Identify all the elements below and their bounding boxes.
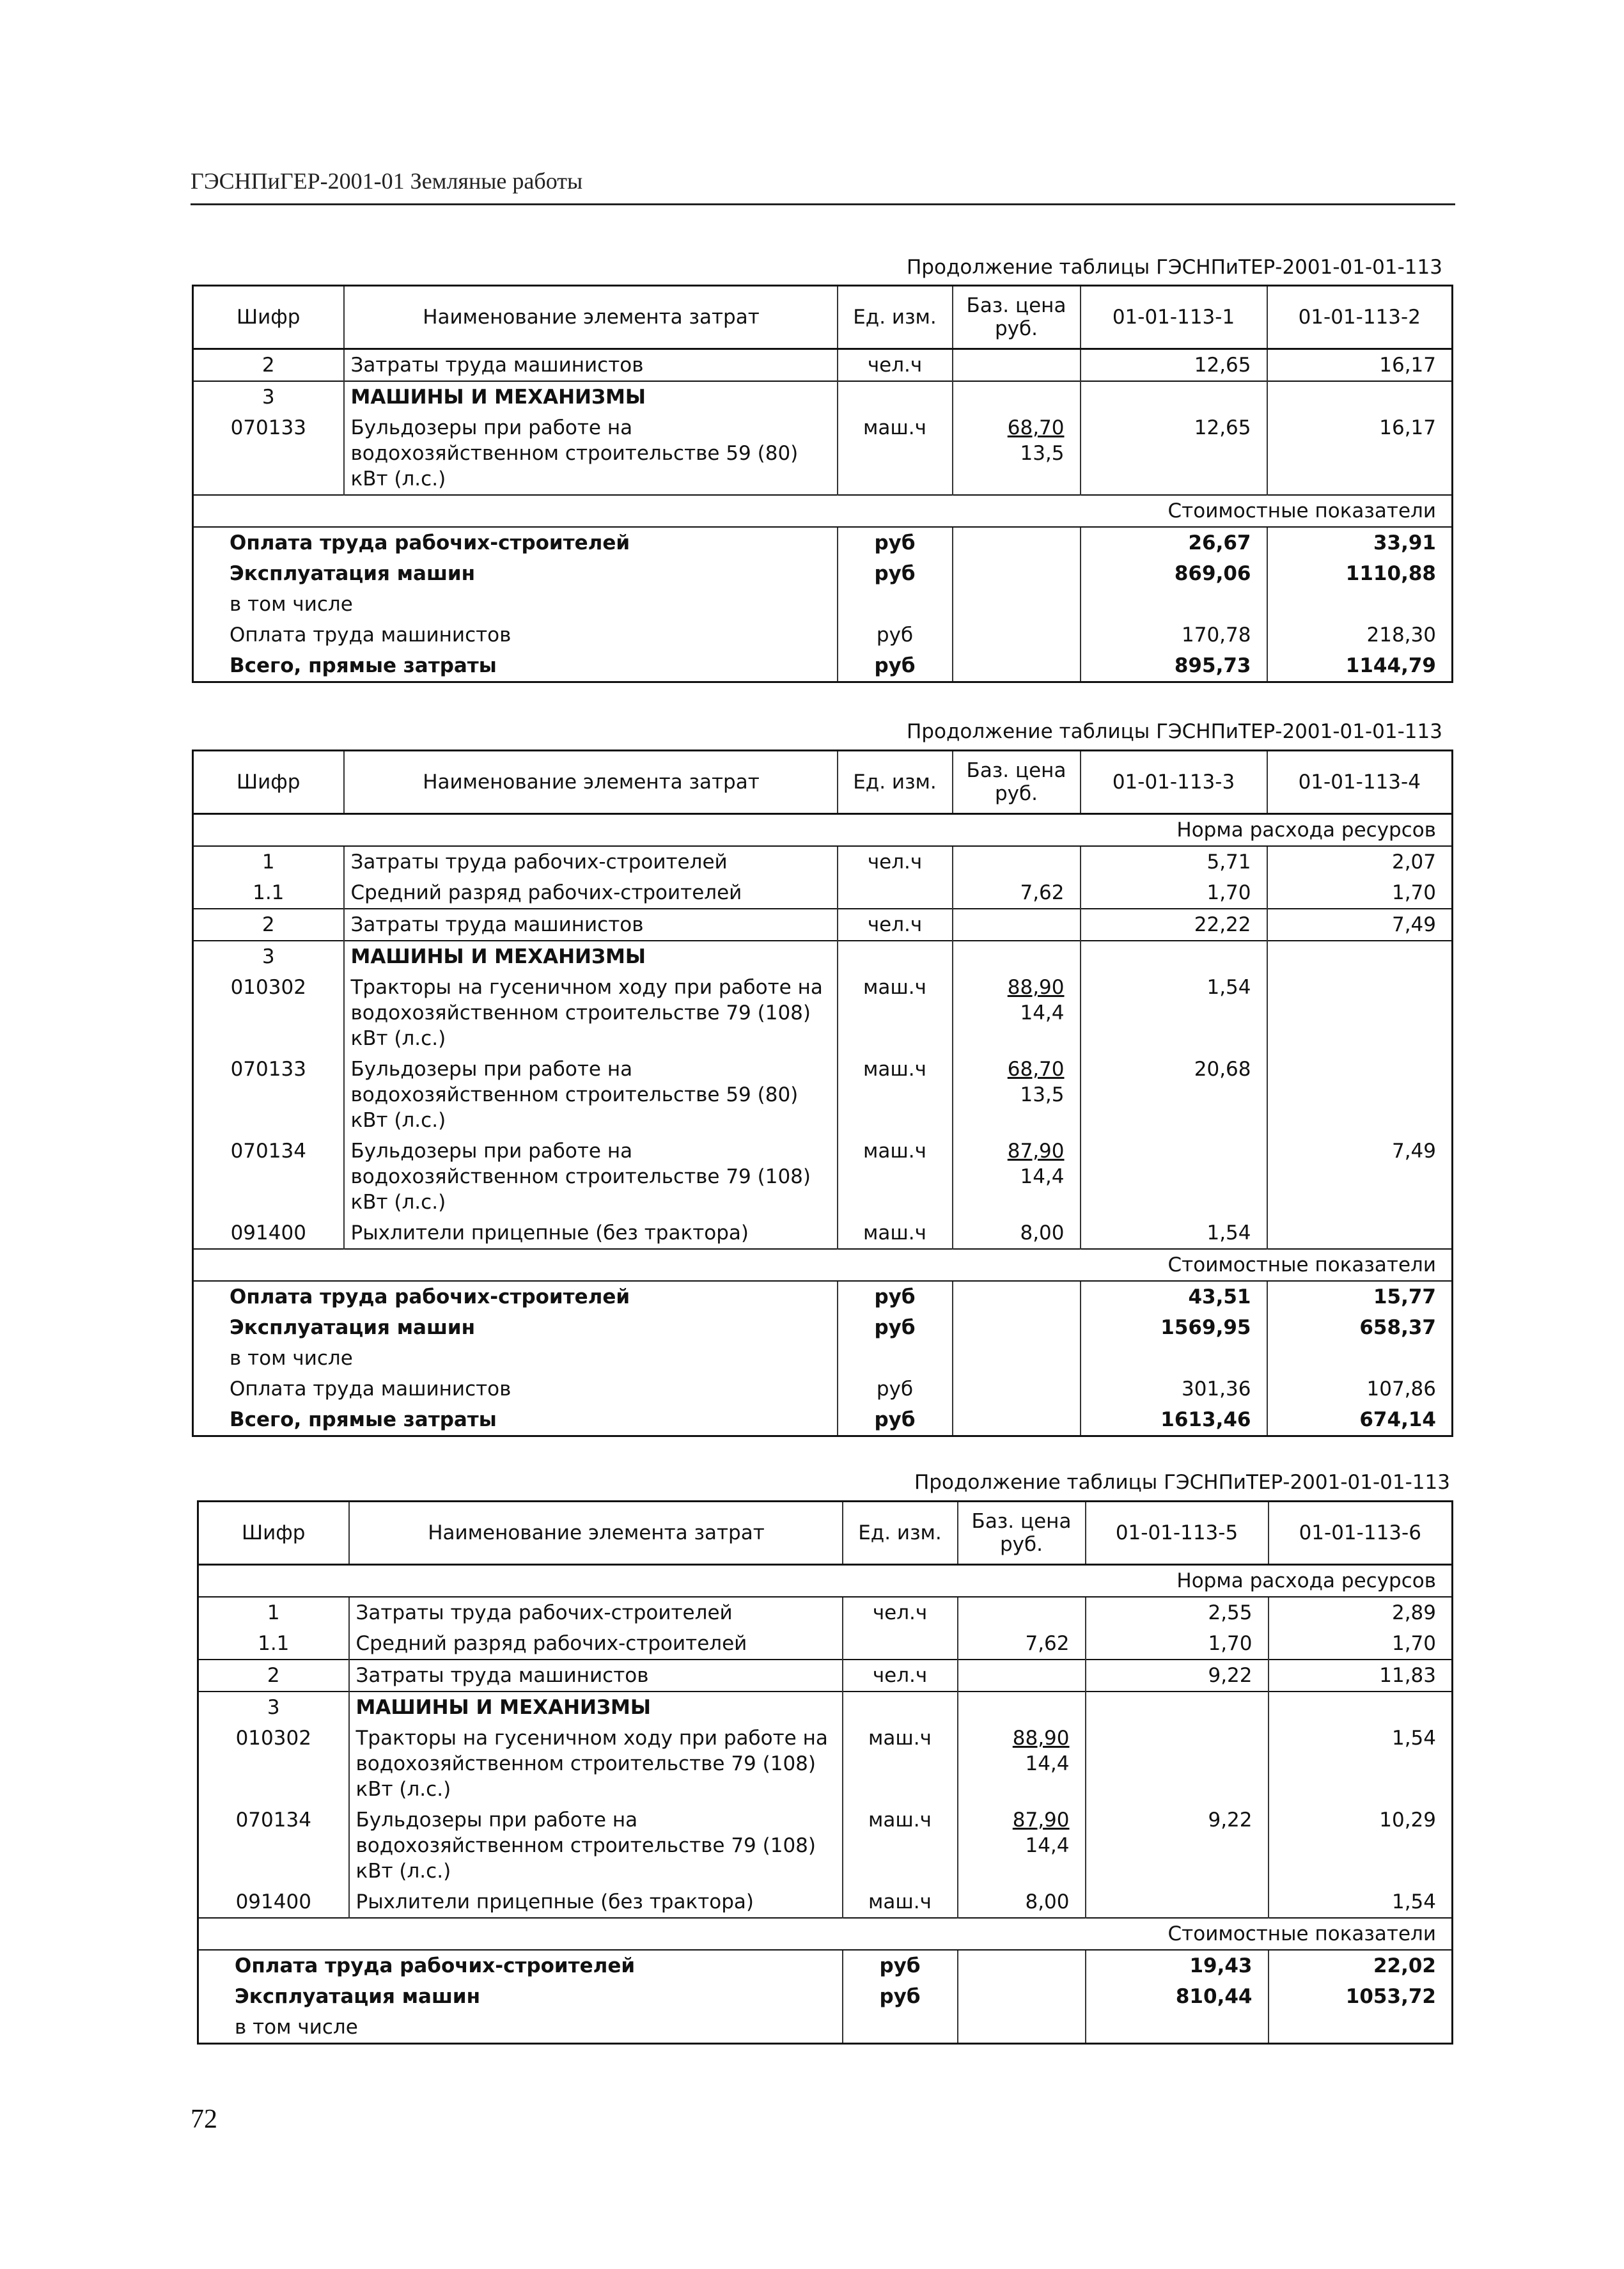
table-row — [193, 972, 1453, 1054]
row-value-a — [1081, 381, 1267, 412]
row-price — [953, 909, 1081, 941]
cost-header: Стоимостные показатели — [193, 495, 1453, 527]
price-sub-value: 14,4 — [1020, 1165, 1065, 1188]
row-value-a — [1086, 1887, 1269, 1918]
price-header-line2: руб. — [1000, 1533, 1043, 1556]
row-value-b: 1,70 — [1391, 1632, 1436, 1655]
row-name: Бульдозеры при работе на водохозяйственном строительстве 79 (108) кВт (л.с.) — [344, 1136, 838, 1218]
summary-value-b — [1269, 2012, 1453, 2044]
price-header-line2: руб. — [995, 782, 1038, 805]
summary-label: Эксплуатация машин — [230, 562, 476, 585]
row-value-b: 16,17 — [1379, 354, 1436, 377]
summary-price — [953, 1343, 1081, 1374]
summary-price — [953, 1404, 1081, 1436]
row-value-b — [1267, 1218, 1453, 1249]
summary-price — [953, 1281, 1081, 1312]
row-name: МАШИНЫ И МЕХАНИЗМЫ — [344, 381, 838, 412]
row-name: Бульдозеры при работе на водохозяйственном строительстве 59 (80) кВт (л.с.) — [344, 1054, 838, 1136]
row-unit: маш.ч — [838, 1136, 953, 1218]
table-row — [193, 877, 1453, 909]
summary-value-b: 674,14 — [1359, 1408, 1436, 1431]
summary-value-b: 658,37 — [1359, 1316, 1436, 1339]
row-unit: маш.ч — [838, 1054, 953, 1136]
row-value-b — [1267, 1054, 1453, 1136]
table-row — [193, 1136, 1453, 1218]
row-unit — [838, 877, 953, 909]
summary-row — [193, 1312, 1453, 1343]
summary-label: Эксплуатация машин — [230, 1316, 476, 1339]
norm-header: Норма расхода ресурсов — [193, 814, 1453, 847]
row-name: Бульдозеры при работе на водохозяйственном строительстве 59 (80) кВт (л.с.) — [344, 412, 838, 495]
row-value-b: 11,83 — [1269, 1660, 1453, 1692]
price-sub-value: 14,4 — [1025, 1752, 1070, 1775]
summary-label: Всего, прямые затраты — [230, 1408, 497, 1431]
row-name: Средний разряд рабочих-строителей — [349, 1628, 843, 1660]
row-unit: маш.ч — [838, 1218, 953, 1249]
summary-row — [193, 1374, 1453, 1404]
row-unit: маш.ч — [843, 1723, 958, 1805]
summary-price — [958, 1950, 1086, 1981]
summary-value-b: 22,02 — [1373, 1954, 1436, 1977]
row-value-b — [1267, 972, 1453, 1054]
row-price: 8,00 — [953, 1218, 1081, 1249]
row-code: 1.1 — [198, 1628, 349, 1660]
row-price — [958, 1660, 1086, 1692]
row-code: 070134 — [193, 1136, 344, 1218]
col-a-header: 01-01-113-3 — [1081, 751, 1267, 814]
summary-row — [193, 1404, 1453, 1436]
summary-value-a: 1613,46 — [1081, 1404, 1267, 1436]
table-row — [193, 941, 1453, 972]
table-row — [193, 412, 1453, 495]
header-rule — [191, 203, 1455, 205]
price-value: 87,90 — [1012, 1809, 1070, 1832]
table-row — [198, 1723, 1453, 1805]
table-row — [198, 1887, 1453, 1918]
summary-unit: руб — [843, 1950, 958, 1981]
summary-price — [953, 650, 1081, 682]
row-code: 1 — [198, 1597, 349, 1628]
price-value: 68,70 — [1007, 1058, 1065, 1081]
summary-row — [193, 620, 1453, 650]
summary-value-b: 1110,88 — [1345, 562, 1436, 585]
summary-label: в том числе — [230, 593, 353, 616]
summary-unit — [843, 2012, 958, 2044]
row-value-a: 2,55 — [1086, 1597, 1269, 1628]
row-value-b: 10,29 — [1379, 1809, 1436, 1832]
row-value-b: 1,54 — [1391, 1727, 1436, 1750]
row-price — [953, 1054, 1081, 1136]
row-unit: чел.ч — [843, 1660, 958, 1692]
row-name: Бульдозеры при работе на водохозяйственном строительстве 79 (108) кВт (л.с.) — [349, 1805, 843, 1887]
table-row — [198, 1692, 1453, 1723]
summary-label: Эксплуатация машин — [235, 1985, 481, 2008]
table-header-row — [198, 1502, 1453, 1565]
summary-value-b: 1144,79 — [1345, 654, 1436, 677]
table-header-row — [193, 751, 1453, 814]
row-code: 3 — [198, 1692, 349, 1723]
col-unit-header: Ед. изм. — [843, 1502, 958, 1565]
summary-value-a: 869,06 — [1081, 558, 1267, 589]
cost-header: Стоимостные показатели — [198, 1918, 1453, 1950]
norm-header: Норма расхода ресурсов — [198, 1565, 1453, 1598]
price-value: 68,70 — [1007, 416, 1065, 439]
row-value-a — [1086, 1723, 1269, 1805]
col-code-header: Шифр — [193, 751, 344, 814]
cost-header-row — [198, 1918, 1453, 1950]
row-code: 3 — [193, 941, 344, 972]
row-price — [953, 972, 1081, 1054]
row-unit — [838, 941, 953, 972]
row-price — [958, 1692, 1086, 1723]
price-header-line2: руб. — [995, 317, 1038, 340]
summary-value-a — [1086, 2012, 1269, 2044]
row-code: 010302 — [193, 972, 344, 1054]
summary-value-b: 107,86 — [1366, 1378, 1436, 1401]
row-value-b: 16,17 — [1379, 416, 1436, 439]
summary-value-a: 43,51 — [1081, 1281, 1267, 1312]
row-price — [958, 1597, 1086, 1628]
summary-unit: руб — [838, 527, 953, 558]
price-value: 88,90 — [1012, 1727, 1070, 1750]
row-value-a: 1,70 — [1086, 1628, 1269, 1660]
row-unit: маш.ч — [838, 972, 953, 1054]
price-value: 88,90 — [1007, 976, 1065, 999]
row-price — [958, 1805, 1086, 1887]
row-code: 070133 — [193, 412, 344, 495]
cost-header-row — [193, 1249, 1453, 1281]
row-name: МАШИНЫ И МЕХАНИЗМЫ — [344, 941, 838, 972]
summary-label: Оплата труда рабочих-строителей — [230, 531, 630, 554]
summary-price — [953, 527, 1081, 558]
table-caption: Продолжение таблицы ГЭСНПиТЕР-2001-01-01-113 — [914, 1471, 1450, 1494]
summary-unit: руб — [843, 1981, 958, 2012]
col-b-header: 01-01-113-2 — [1267, 286, 1453, 349]
summary-row — [198, 1950, 1453, 1981]
table-row — [193, 349, 1453, 382]
summary-price — [953, 1374, 1081, 1404]
summary-label: Оплата труда машинистов — [230, 1378, 511, 1401]
row-name: Затраты труда рабочих-строителей — [349, 1597, 843, 1628]
summary-value-b: 15,77 — [1373, 1285, 1436, 1308]
summary-value-a — [1081, 589, 1267, 620]
price-sub-value: 13,5 — [1020, 1083, 1065, 1106]
table-caption: Продолжение таблицы ГЭСНПиТЕР-2001-01-01-113 — [907, 256, 1442, 279]
price-sub-value: 14,4 — [1020, 1001, 1065, 1025]
row-price — [953, 412, 1081, 495]
row-code: 091400 — [193, 1218, 344, 1249]
row-price: 8,00 — [958, 1887, 1086, 1918]
row-price — [953, 349, 1081, 382]
norm-header-row — [193, 814, 1453, 847]
row-value-b: 2,89 — [1391, 1601, 1436, 1624]
summary-unit: руб — [838, 650, 953, 682]
row-unit: чел.ч — [838, 846, 953, 877]
summary-unit: руб — [838, 558, 953, 589]
summary-label: в том числе — [235, 2016, 358, 2039]
page-number: 72 — [191, 2105, 217, 2134]
row-price: 7,62 — [958, 1628, 1086, 1660]
price-header-line1: Баз. цена — [966, 294, 1066, 317]
row-value-a: 1,54 — [1081, 972, 1267, 1054]
col-b-header: 01-01-113-6 — [1269, 1502, 1453, 1565]
row-value-b: 7,49 — [1391, 1140, 1436, 1163]
table-row — [193, 381, 1453, 412]
col-name-header: Наименование элемента затрат — [344, 751, 838, 814]
price-sub-value: 14,4 — [1025, 1834, 1070, 1857]
summary-row — [193, 1343, 1453, 1374]
summary-price — [953, 558, 1081, 589]
table-row — [193, 1054, 1453, 1136]
summary-unit — [838, 1343, 953, 1374]
summary-price — [953, 620, 1081, 650]
row-name: Затраты труда машинистов — [344, 349, 838, 382]
summary-value-b — [1267, 1343, 1453, 1374]
row-value-a: 9,22 — [1086, 1805, 1269, 1887]
row-name: Затраты труда рабочих-строителей — [344, 846, 838, 877]
row-name: Рыхлители прицепные (без трактора) — [344, 1218, 838, 1249]
col-name-header: Наименование элемента затрат — [344, 286, 838, 349]
row-value-b: 1,70 — [1391, 881, 1436, 904]
price-header-line1: Баз. цена — [966, 759, 1066, 782]
summary-unit: руб — [838, 1404, 953, 1436]
table-row — [198, 1628, 1453, 1660]
col-code-header: Шифр — [198, 1502, 349, 1565]
summary-value-b: 33,91 — [1373, 531, 1436, 554]
summary-row — [193, 1281, 1453, 1312]
row-unit: чел.ч — [838, 349, 953, 382]
col-code-header: Шифр — [193, 286, 344, 349]
row-code: 1 — [193, 846, 344, 877]
summary-value-a: 1569,95 — [1081, 1312, 1267, 1343]
summary-unit — [838, 589, 953, 620]
col-b-header: 01-01-113-4 — [1267, 751, 1453, 814]
table-caption: Продолжение таблицы ГЭСНПиТЕР-2001-01-01-113 — [907, 720, 1442, 743]
summary-value-a: 810,44 — [1086, 1981, 1269, 2012]
row-code: 070133 — [193, 1054, 344, 1136]
row-unit — [838, 381, 953, 412]
row-code: 1.1 — [193, 877, 344, 909]
row-value-b — [1267, 381, 1453, 412]
table-row — [198, 1597, 1453, 1628]
row-value-b — [1269, 1692, 1453, 1723]
page-header: ГЭСНПиГЕР-2001-01 Земляные работы — [191, 168, 583, 194]
row-name: Тракторы на гусеничном ходу при работе на водохозяйственном строительстве 79 (108) кВт (л.с.) — [349, 1723, 843, 1805]
row-value-a: 12,65 — [1081, 349, 1267, 382]
summary-value-a: 170,78 — [1081, 620, 1267, 650]
summary-value-a: 26,67 — [1081, 527, 1267, 558]
row-unit: чел.ч — [838, 909, 953, 941]
row-value-a: 20,68 — [1081, 1054, 1267, 1136]
row-name: МАШИНЫ И МЕХАНИЗМЫ — [349, 1692, 843, 1723]
summary-unit: руб — [838, 1281, 953, 1312]
resource-table-3 — [197, 1500, 1453, 2045]
row-value-a — [1081, 1136, 1267, 1218]
table-row — [193, 909, 1453, 941]
col-price-header — [953, 751, 1081, 814]
row-name: Затраты труда машинистов — [344, 909, 838, 941]
summary-label: Всего, прямые затраты — [230, 654, 497, 677]
col-price-header — [953, 286, 1081, 349]
row-code: 010302 — [198, 1723, 349, 1805]
summary-label: в том числе — [230, 1347, 353, 1370]
summary-value-a: 19,43 — [1086, 1950, 1269, 1981]
row-price — [953, 941, 1081, 972]
row-code: 2 — [193, 909, 344, 941]
summary-label: Оплата труда рабочих-строителей — [230, 1285, 630, 1308]
summary-value-b: 218,30 — [1366, 624, 1436, 647]
row-value-a: 1,70 — [1081, 877, 1267, 909]
summary-value-a: 895,73 — [1081, 650, 1267, 682]
row-price: 7,62 — [953, 877, 1081, 909]
cost-header-row — [193, 495, 1453, 527]
summary-label: Оплата труда машинистов — [230, 624, 511, 647]
row-name: Средний разряд рабочих-строителей — [344, 877, 838, 909]
row-price — [953, 846, 1081, 877]
col-a-header: 01-01-113-1 — [1081, 286, 1267, 349]
row-code: 091400 — [198, 1887, 349, 1918]
summary-unit: руб — [838, 1374, 953, 1404]
table-row — [198, 1660, 1453, 1692]
col-price-header — [958, 1502, 1086, 1565]
col-a-header: 01-01-113-5 — [1086, 1502, 1269, 1565]
row-name: Тракторы на гусеничном ходу при работе на водохозяйственном строительстве 79 (108) кВт (л.с.) — [344, 972, 838, 1054]
summary-row — [193, 650, 1453, 682]
row-name: Рыхлители прицепные (без трактора) — [349, 1887, 843, 1918]
summary-price — [953, 1312, 1081, 1343]
row-price — [953, 1136, 1081, 1218]
table-row — [193, 1218, 1453, 1249]
row-value-a: 9,22 — [1086, 1660, 1269, 1692]
resource-table-2 — [192, 750, 1453, 1437]
table-row — [193, 846, 1453, 877]
summary-value-a: 301,36 — [1081, 1374, 1267, 1404]
row-value-a: 22,22 — [1081, 909, 1267, 941]
row-price — [958, 1723, 1086, 1805]
summary-row — [198, 2012, 1453, 2044]
row-unit: маш.ч — [843, 1887, 958, 1918]
row-code: 2 — [198, 1660, 349, 1692]
table-header-row — [193, 286, 1453, 349]
col-name-header: Наименование элемента затрат — [349, 1502, 843, 1565]
price-value: 87,90 — [1007, 1140, 1065, 1163]
row-value-a: 12,65 — [1081, 412, 1267, 495]
row-unit: маш.ч — [843, 1805, 958, 1887]
col-unit-header: Ед. изм. — [838, 751, 953, 814]
summary-label: Оплата труда рабочих-строителей — [235, 1954, 636, 1977]
row-value-b — [1267, 941, 1453, 972]
row-code: 3 — [193, 381, 344, 412]
row-value-a: 1,54 — [1081, 1218, 1267, 1249]
summary-value-a — [1081, 1343, 1267, 1374]
row-code: 2 — [193, 349, 344, 382]
summary-row — [193, 558, 1453, 589]
summary-row — [198, 1981, 1453, 2012]
row-value-b: 2,07 — [1391, 851, 1436, 874]
row-value-b: 7,49 — [1267, 909, 1453, 941]
summary-unit: руб — [838, 1312, 953, 1343]
summary-price — [958, 1981, 1086, 2012]
summary-value-b — [1267, 589, 1453, 620]
norm-header-row — [198, 1565, 1453, 1598]
row-unit — [843, 1692, 958, 1723]
row-value-b: 1,54 — [1391, 1890, 1436, 1913]
row-name: Затраты труда машинистов — [349, 1660, 843, 1692]
row-value-a: 5,71 — [1081, 846, 1267, 877]
resource-table-1 — [192, 285, 1453, 683]
row-price — [953, 381, 1081, 412]
row-value-a — [1081, 941, 1267, 972]
summary-row — [193, 589, 1453, 620]
col-unit-header: Ед. изм. — [838, 286, 953, 349]
summary-unit: руб — [838, 620, 953, 650]
summary-value-b: 1053,72 — [1345, 1985, 1436, 2008]
summary-price — [953, 589, 1081, 620]
price-sub-value: 13,5 — [1020, 442, 1065, 465]
row-unit — [843, 1628, 958, 1660]
summary-row — [193, 527, 1453, 558]
summary-price — [958, 2012, 1086, 2044]
row-code: 070134 — [198, 1805, 349, 1887]
table-row — [198, 1805, 1453, 1887]
row-unit: чел.ч — [843, 1597, 958, 1628]
row-unit: маш.ч — [838, 412, 953, 495]
cost-header: Стоимостные показатели — [193, 1249, 1453, 1281]
row-value-a — [1086, 1692, 1269, 1723]
price-header-line1: Баз. цена — [971, 1510, 1072, 1533]
